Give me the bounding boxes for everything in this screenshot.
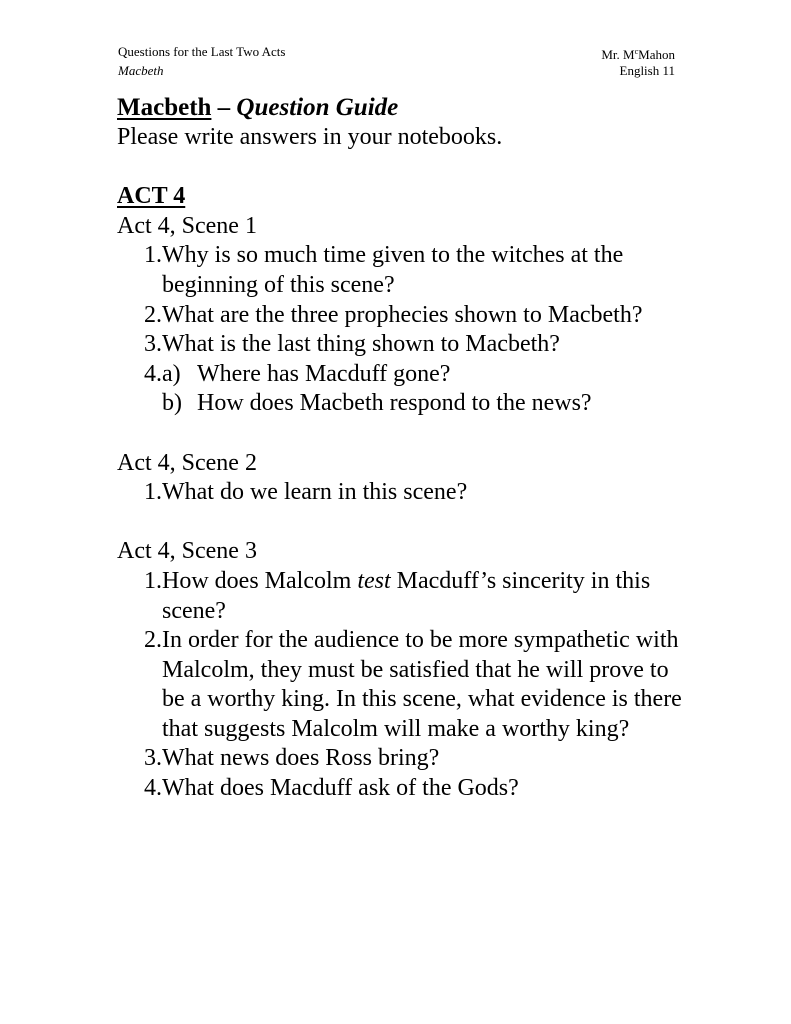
sub-question: a) Where has Macduff gone? <box>162 360 451 387</box>
sub-question: b) How does Macbeth respond to the news? <box>162 390 592 417</box>
header-play-name: Macbeth <box>118 63 164 78</box>
emphasis-test: test <box>357 567 391 594</box>
page-header <box>118 44 675 79</box>
question-list <box>117 478 697 508</box>
document-body <box>117 93 697 804</box>
question-list <box>117 241 697 419</box>
question-list <box>117 567 697 804</box>
header-teacher: Mr. $M^cMahon$ <box>601 47 675 62</box>
question-item: 3. What news does Ross bring? <box>144 745 440 772</box>
question-item: 3. What is the last thing shown to Macbeth? <box>144 331 560 358</box>
header-course-title: Questions for the Last Two Acts <box>118 44 286 59</box>
question-item: 2. In order for the audience to be more sympathetic with Malcolm, they must be satisfied that he will prove to be a worthy king. In this scene, what evidence is there that suggests Malcolm will make a worthy king? <box>144 627 682 742</box>
question-item: 1. Why is so much time given to the witches at the beginning of this scene? <box>144 242 624 298</box>
question-item: 1. How does Malcolm test Macduff’s sincerity in this scene? <box>144 567 651 624</box>
scene-heading: Act 4, Scene 2 <box>117 449 257 476</box>
act-heading: ACT 4 <box>117 183 186 210</box>
title-guide: Question Guide <box>236 94 399 121</box>
scene-heading: Act 4, Scene 3 <box>117 538 257 565</box>
title-play: Macbeth <box>117 94 212 121</box>
question-item: 4. What does Macduff ask of the Gods? <box>144 775 519 802</box>
instruction-text: Please write answers in your notebooks. <box>117 124 503 150</box>
scene-heading: Act 4, Scene 1 <box>117 212 257 239</box>
question-item: 2. What are the three prophecies shown to Macbeth? <box>144 301 643 328</box>
question-item: 4. a) Where has Macduff gone? b) How does Macbeth respond to the news? <box>117 360 697 419</box>
page-title: Macbeth – Question Guide <box>117 94 399 121</box>
header-class: English 11 <box>619 63 675 78</box>
question-item: 1. What do we learn in this scene? <box>144 479 468 506</box>
